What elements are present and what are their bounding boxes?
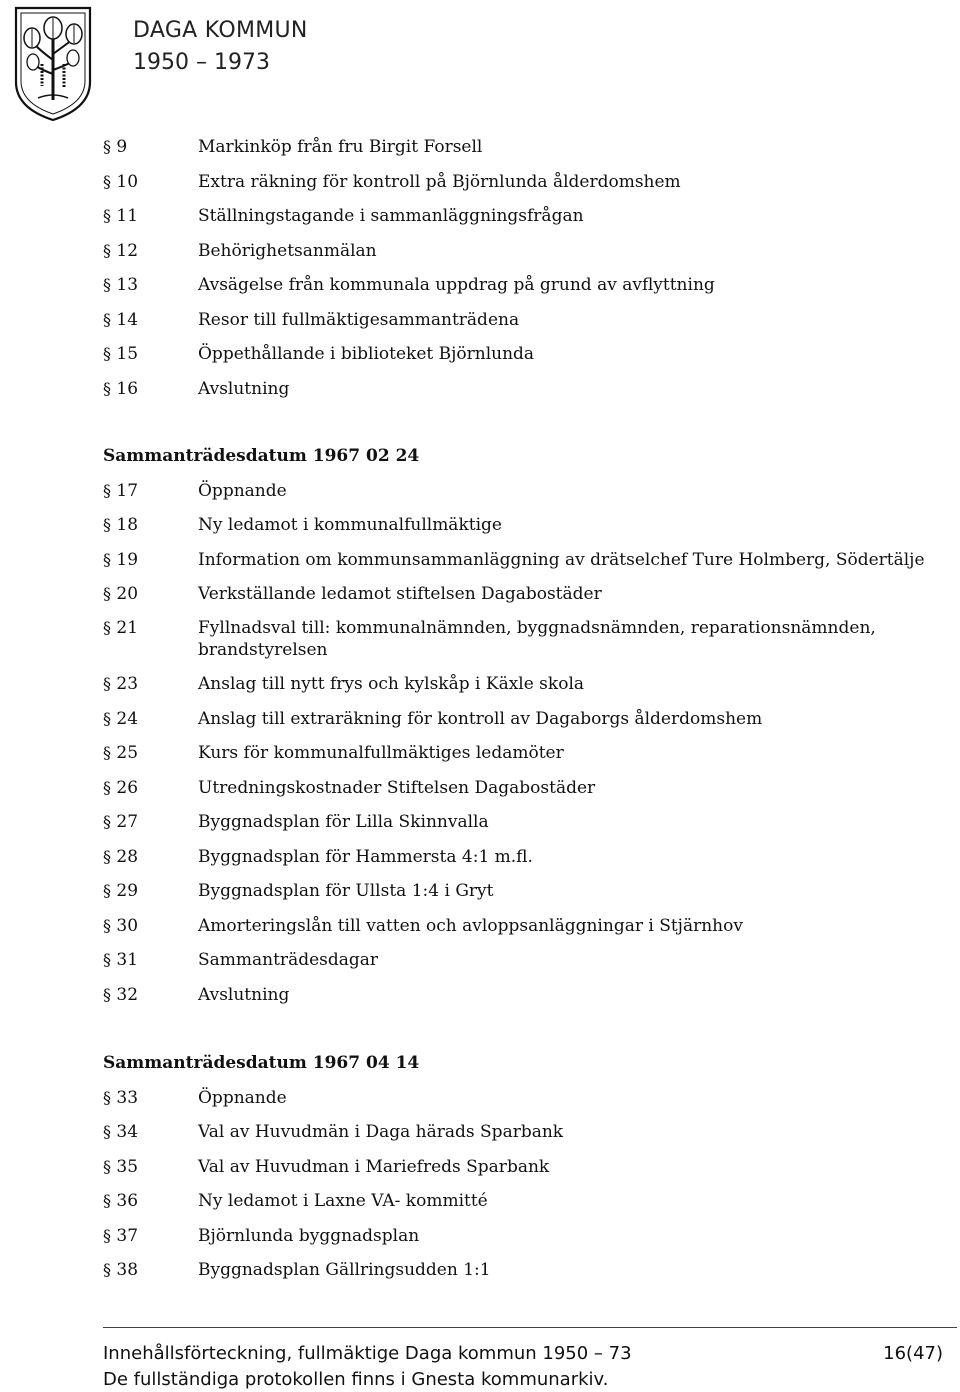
agenda-item xyxy=(103,846,933,868)
paragraph-num: 13 xyxy=(116,275,139,295)
agenda-item-text: Amorteringslån till vatten och avloppsanläggningar i Stjärnhov xyxy=(198,915,743,936)
paragraph-num: 27 xyxy=(116,812,139,832)
agenda-item xyxy=(103,984,933,1006)
paragraph-number xyxy=(103,136,198,158)
section-sign: § xyxy=(103,812,111,831)
agenda-item-text: Byggnadsplan för Lilla Skinnvalla xyxy=(198,812,489,832)
section-sign: § xyxy=(103,549,111,569)
paragraph-number xyxy=(103,846,198,868)
paragraph-number xyxy=(103,480,198,502)
section-sign: § xyxy=(103,240,111,260)
agenda-item-text: Resor till fullmäktigesammanträdena xyxy=(198,309,520,330)
paragraph-num: 25 xyxy=(116,743,139,763)
agenda-item-text: Fyllnadsval till: kommunalnämnden, byggnadsnämnden, reparationsnämnden, brandstyrelsen xyxy=(198,618,876,660)
section-sign: § xyxy=(103,378,111,398)
agenda-item xyxy=(103,514,933,536)
section-sign: § xyxy=(103,275,111,294)
section-sign: § xyxy=(103,1087,111,1107)
paragraph-num: 24 xyxy=(116,708,139,729)
paragraph-number xyxy=(103,1156,198,1178)
section-sign: § xyxy=(103,1191,111,1210)
paragraph-number xyxy=(103,708,198,730)
agenda-item-text: Anslag till nytt frys och kylskåp i Käxle skola xyxy=(198,674,585,694)
paragraph-number xyxy=(103,549,198,571)
paragraph-num: 17 xyxy=(116,480,139,501)
agenda-item-text: Val av Huvudman i Mariefreds Sparbank xyxy=(198,1156,550,1177)
paragraph-num: 37 xyxy=(116,1225,139,1246)
agenda-item xyxy=(103,949,933,971)
paragraph-num: 33 xyxy=(116,1087,139,1108)
section-sign: § xyxy=(103,515,111,534)
agenda-item xyxy=(103,1121,933,1143)
agenda-item xyxy=(103,617,933,661)
agenda-item xyxy=(103,343,933,365)
agenda-item xyxy=(103,205,933,227)
section-heading-1967-02-24: Sammanträdesdatum 1967 02 24 xyxy=(103,446,420,466)
paragraph-number xyxy=(103,274,198,296)
paragraph-number xyxy=(103,1259,198,1281)
paragraph-num: 34 xyxy=(116,1122,139,1142)
agenda-item-text: Byggnadsplan för Ullsta 1:4 i Gryt xyxy=(198,881,494,901)
paragraph-num: 30 xyxy=(116,915,139,936)
section-sign: § xyxy=(103,1156,111,1176)
agenda-item xyxy=(103,708,933,730)
agenda-item xyxy=(103,240,933,262)
section-sign: § xyxy=(103,480,111,500)
agenda-item-text: Öppnande xyxy=(198,480,287,501)
footer-title: Innehållsförteckning, fullmäktige Daga kommun 1950 – 73 xyxy=(103,1343,632,1364)
section-sign: § xyxy=(103,137,111,156)
paragraph-num: 11 xyxy=(116,206,139,226)
section-sign: § xyxy=(103,309,111,329)
agenda-item-text: Val av Huvudmän i Daga härads Sparbank xyxy=(198,1122,564,1142)
agenda-item-text: Information om kommunsammanläggning av drätselchef Ture Holmberg, Södertälje xyxy=(198,549,925,570)
agenda-item xyxy=(103,1259,933,1281)
paragraph-number xyxy=(103,343,198,365)
agenda-item-text: Sammanträdesdagar xyxy=(198,950,379,970)
coat-of-arms-icon xyxy=(12,4,94,122)
agenda-item-text: Verkställande ledamot stiftelsen Dagabostäder xyxy=(198,583,602,604)
agenda-item xyxy=(103,1156,933,1178)
agenda-item-text: Byggnadsplan för Hammersta 4:1 m.fl. xyxy=(198,846,533,867)
paragraph-num: 32 xyxy=(116,984,139,1005)
agenda-item xyxy=(103,136,933,158)
paragraph-number xyxy=(103,378,198,400)
section-sign: § xyxy=(103,1122,111,1141)
agenda-item-text: Björnlunda byggnadsplan xyxy=(198,1225,420,1246)
section-sign: § xyxy=(103,1260,111,1279)
agenda-item xyxy=(103,549,933,571)
paragraph-num: 21 xyxy=(116,618,139,638)
page-number: 16(47) xyxy=(883,1343,943,1364)
section-sign: § xyxy=(103,583,111,603)
paragraph-num: 12 xyxy=(116,240,139,261)
agenda-item xyxy=(103,1225,933,1247)
section-sign: § xyxy=(103,344,111,363)
section-heading-1967-04-14: Sammanträdesdatum 1967 04 14 xyxy=(103,1053,420,1073)
agenda-item-text: Behörighetsanmälan xyxy=(198,240,377,261)
section-sign: § xyxy=(103,915,111,935)
agenda-group-1 xyxy=(103,136,933,400)
paragraph-number xyxy=(103,205,198,227)
agenda-item xyxy=(103,309,933,331)
agenda-item xyxy=(103,777,933,799)
paragraph-number xyxy=(103,583,198,605)
agenda-item xyxy=(103,1087,933,1109)
agenda-group-1967-04-14 xyxy=(103,1087,933,1282)
section-sign: § xyxy=(103,950,111,969)
section-sign: § xyxy=(103,618,111,637)
paragraph-num: 9 xyxy=(116,137,128,157)
paragraph-number xyxy=(103,1190,198,1212)
section-sign: § xyxy=(103,846,111,866)
paragraph-num: 20 xyxy=(116,583,139,604)
table-of-contents xyxy=(103,136,933,1294)
footer-divider xyxy=(103,1327,957,1328)
paragraph-num: 29 xyxy=(116,881,139,901)
agenda-item-text: Öppnande xyxy=(198,1087,287,1108)
paragraph-number xyxy=(103,617,198,661)
agenda-item-text: Avslutning xyxy=(198,984,290,1005)
agenda-item xyxy=(103,1190,933,1212)
agenda-item-text: Avsägelse från kommunala uppdrag på grund av avflyttning xyxy=(198,275,715,295)
paragraph-number xyxy=(103,984,198,1006)
paragraph-num: 36 xyxy=(116,1191,139,1211)
paragraph-number xyxy=(103,309,198,331)
agenda-item xyxy=(103,378,933,400)
agenda-item-text: Extra räkning för kontroll på Björnlunda ålderdomshem xyxy=(198,171,681,192)
agenda-item-text: Byggnadsplan Gällringsudden 1:1 xyxy=(198,1260,491,1280)
section-sign: § xyxy=(103,1225,111,1245)
section-sign: § xyxy=(103,708,111,728)
section-sign: § xyxy=(103,881,111,900)
agenda-item-text: Ställningstagande i sammanläggningsfrågan xyxy=(198,206,584,226)
paragraph-number xyxy=(103,1225,198,1247)
agenda-item-text: Markinköp från fru Birgit Forsell xyxy=(198,137,483,157)
paragraph-number xyxy=(103,742,198,764)
paragraph-number xyxy=(103,1087,198,1109)
footer-note: De fullständiga protokollen finns i Gnesta kommunarkiv. xyxy=(103,1369,609,1390)
paragraph-num: 18 xyxy=(116,515,139,535)
paragraph-number xyxy=(103,880,198,902)
paragraph-number xyxy=(103,777,198,799)
agenda-item-text: Avslutning xyxy=(198,378,290,399)
agenda-item xyxy=(103,583,933,605)
paragraph-number xyxy=(103,673,198,695)
agenda-item-text: Anslag till extraräkning för kontroll av Dagaborgs ålderdomshem xyxy=(198,708,763,729)
agenda-item-text: Ny ledamot i kommunalfullmäktige xyxy=(198,515,502,535)
paragraph-num: 15 xyxy=(116,344,139,364)
paragraph-num: 23 xyxy=(116,674,139,694)
paragraph-number xyxy=(103,811,198,833)
agenda-item xyxy=(103,880,933,902)
section-sign: § xyxy=(103,171,111,191)
municipality-title: DAGA KOMMUN xyxy=(133,18,308,43)
agenda-item-text: Utredningskostnader Stiftelsen Dagabostäder xyxy=(198,777,596,798)
paragraph-number xyxy=(103,1121,198,1143)
agenda-item xyxy=(103,171,933,193)
paragraph-num: 26 xyxy=(116,777,139,798)
paragraph-number xyxy=(103,949,198,971)
period-years: 1950 – 1973 xyxy=(133,50,270,75)
paragraph-number xyxy=(103,514,198,536)
agenda-item xyxy=(103,915,933,937)
agenda-item-text: Kurs för kommunalfullmäktiges ledamöter xyxy=(198,743,564,763)
agenda-item xyxy=(103,673,933,695)
agenda-group-1967-02-24 xyxy=(103,480,933,1006)
agenda-item xyxy=(103,742,933,764)
paragraph-number xyxy=(103,240,198,262)
paragraph-num: 14 xyxy=(116,309,139,330)
paragraph-number xyxy=(103,171,198,193)
paragraph-num: 16 xyxy=(116,378,139,399)
agenda-item xyxy=(103,274,933,296)
section-sign: § xyxy=(103,743,111,762)
section-sign: § xyxy=(103,777,111,797)
paragraph-num: 10 xyxy=(116,171,139,192)
paragraph-num: 19 xyxy=(116,549,139,570)
paragraph-num: 31 xyxy=(116,950,139,970)
agenda-item xyxy=(103,811,933,833)
footer-line-1 xyxy=(103,1343,943,1364)
agenda-item xyxy=(103,480,933,502)
agenda-item-text: Ny ledamot i Laxne VA- kommitté xyxy=(198,1191,488,1211)
paragraph-num: 28 xyxy=(116,846,139,867)
section-sign: § xyxy=(103,206,111,225)
section-sign: § xyxy=(103,984,111,1004)
agenda-item-text: Öppethållande i biblioteket Björnlunda xyxy=(198,344,535,364)
paragraph-number xyxy=(103,915,198,937)
paragraph-num: 38 xyxy=(116,1260,139,1280)
section-sign: § xyxy=(103,674,111,693)
paragraph-num: 35 xyxy=(116,1156,139,1177)
